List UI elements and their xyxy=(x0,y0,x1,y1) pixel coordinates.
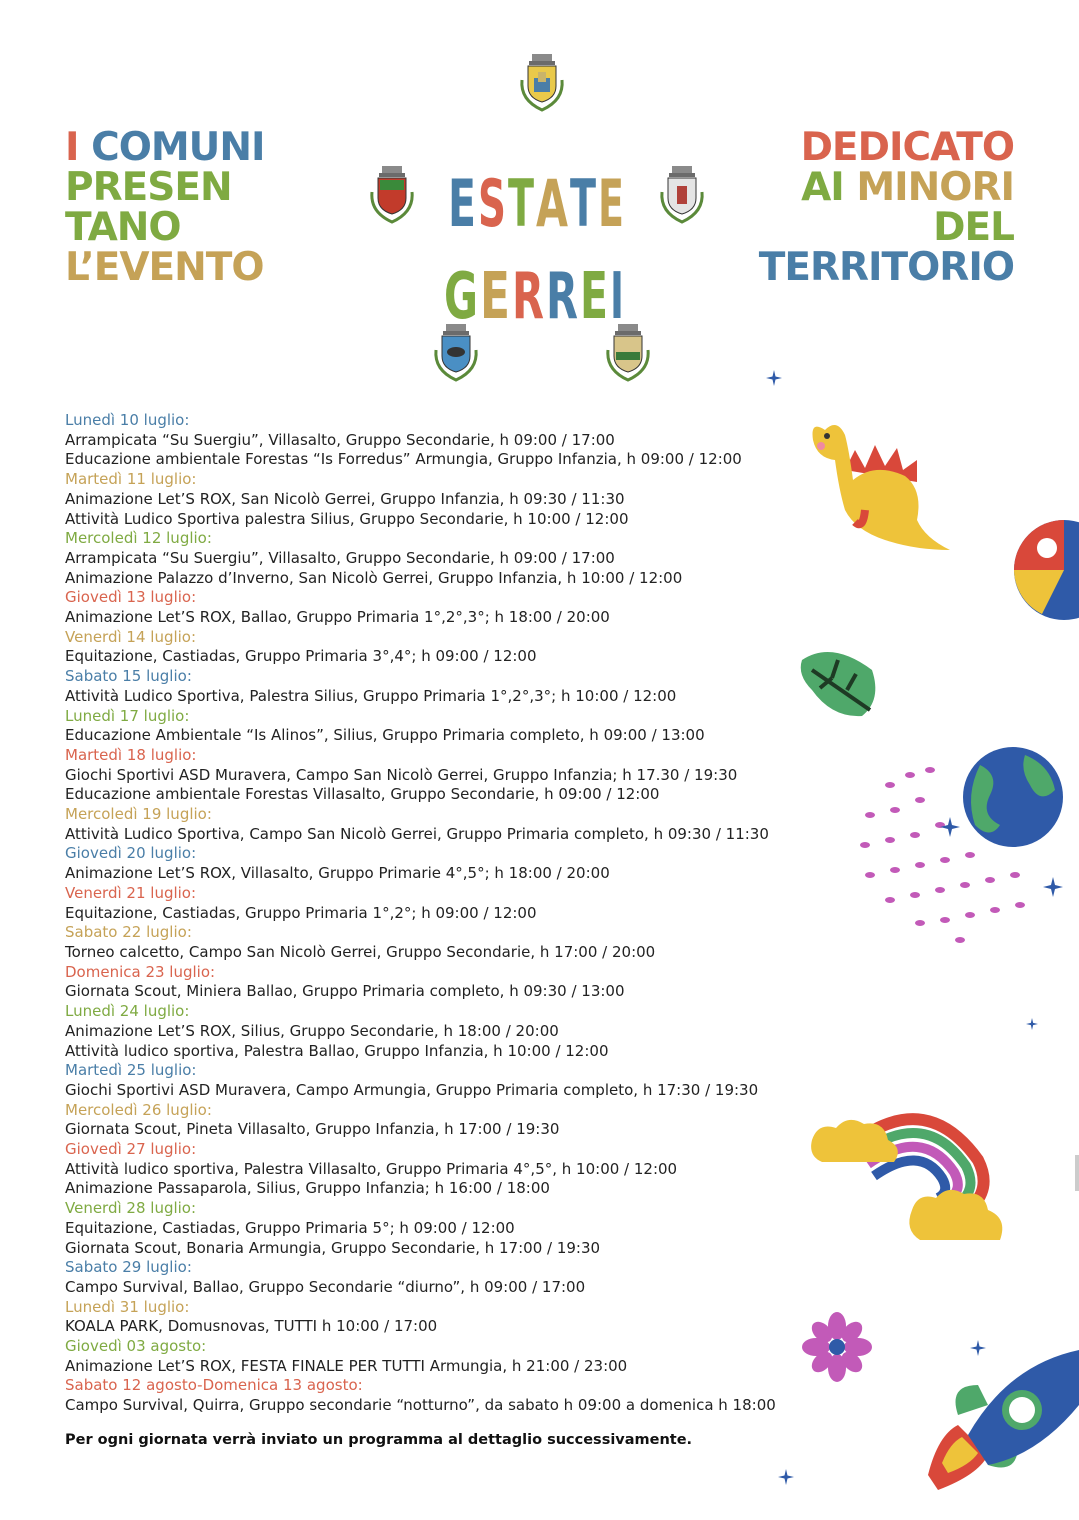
day-label: Mercoledì 19 luglio: xyxy=(65,805,212,824)
logo-letter: A xyxy=(536,165,569,242)
schedule-day xyxy=(65,923,755,962)
schedule-day xyxy=(65,844,755,883)
edge-decoration xyxy=(1072,1155,1079,1191)
activity-item: Arrampicata “Su Suergiu”, Villasalto, Gruppo Secondarie, h 09:00 / 17:00 xyxy=(65,430,615,449)
municipal-crest-icon xyxy=(656,164,708,230)
schedule-day xyxy=(65,963,755,1002)
header-right-word: DEL xyxy=(933,205,1014,250)
day-label: Lunedì 17 luglio: xyxy=(65,706,190,725)
logo-letter: E xyxy=(448,165,476,242)
header-left-word: TANO xyxy=(65,205,181,250)
logo-letter: E xyxy=(480,258,510,334)
day-label: Giovedì 27 luglio: xyxy=(65,1140,197,1159)
day-label: Lunedì 10 luglio: xyxy=(65,411,190,429)
logo-letter: R xyxy=(546,258,578,334)
activity-item: Giochi Sportivi ASD Muravera, Campo Armungia, Gruppo Primaria completo, h 17:30 / 19:30 xyxy=(65,1080,759,1099)
logo-letter: E xyxy=(580,258,608,334)
schedule-day xyxy=(65,805,769,844)
day-label: Sabato 12 agosto-Domenica 13 agosto: xyxy=(65,1376,363,1395)
planet-earth-icon xyxy=(850,745,1065,950)
header-left-word: PRESEN xyxy=(65,165,232,210)
activity-item: Equitazione, Castiadas, Gruppo Primaria 1°,2°; h 09:00 / 12:00 xyxy=(65,903,537,922)
activity-item: Animazione Let’S ROX, Villasalto, Gruppo Primarie 4°,5°; h 18:00 / 20:00 xyxy=(65,864,610,883)
day-label: Venerdì 21 luglio: xyxy=(65,883,197,902)
activity-item: Giornata Scout, Pineta Villasalto, Gruppo Infanzia, h 17:00 / 19:30 xyxy=(65,1120,560,1139)
schedule-day xyxy=(65,1258,755,1297)
municipal-crest-icon xyxy=(366,164,418,230)
schedule-day xyxy=(65,1101,755,1140)
day-label: Sabato 29 luglio: xyxy=(65,1258,192,1277)
day-label: Sabato 22 luglio: xyxy=(65,923,192,942)
header-left-line xyxy=(65,245,265,290)
day-label: Lunedì 24 luglio: xyxy=(65,1002,190,1021)
day-label: Martedì 18 luglio: xyxy=(65,745,197,764)
header-left xyxy=(65,125,265,290)
activity-item: Giochi Sportivi ASD Muravera, Campo San Nicolò Gerrei, Gruppo Infanzia; h 17.30 / 19:30 xyxy=(65,765,738,784)
header-right xyxy=(758,125,1014,290)
header-right-word: AI xyxy=(801,165,857,210)
day-label: Domenica 23 luglio: xyxy=(65,962,216,981)
rainbow-icon xyxy=(808,1100,1013,1255)
schedule-day xyxy=(65,1298,755,1337)
schedule-day xyxy=(65,411,755,470)
day-label: Venerdì 28 luglio: xyxy=(65,1199,197,1218)
day-label: Venerdì 14 luglio: xyxy=(65,627,197,646)
day-label: Lunedì 31 luglio: xyxy=(65,1297,190,1316)
day-label: Sabato 15 luglio: xyxy=(65,667,192,686)
schedule-day xyxy=(65,529,755,588)
schedule-day xyxy=(65,1376,776,1415)
day-label: Martedì 25 luglio: xyxy=(65,1061,197,1080)
day-label: Giovedì 20 luglio: xyxy=(65,844,197,863)
schedule-day xyxy=(65,1140,755,1199)
header-left-line xyxy=(65,205,265,250)
schedule-day xyxy=(65,470,755,529)
schedule-day xyxy=(65,707,755,746)
footer-note: Per ogni giornata verrà inviato un programma al dettaglio successivamente. xyxy=(65,1432,693,1448)
schedule-day xyxy=(65,1002,755,1061)
logo-letter: E xyxy=(598,165,624,242)
activity-item: Attività Ludico Sportiva palestra Silius, Gruppo Secondarie, h 10:00 / 12:00 xyxy=(65,509,629,528)
municipal-crest-icon xyxy=(516,52,568,118)
activity-item: Campo Survival, Ballao, Gruppo Secondarie “diurno”, h 09:00 / 17:00 xyxy=(65,1277,586,1296)
logo-letter: T xyxy=(508,165,534,242)
beach-ball-icon xyxy=(1012,518,1079,622)
header-left-line xyxy=(65,165,265,210)
header-left-line xyxy=(65,125,265,170)
activity-item: Animazione Let’S ROX, Ballao, Gruppo Primaria 1°,2°,3°; h 18:00 / 20:00 xyxy=(65,608,610,627)
leaf-icon xyxy=(792,640,882,720)
schedule-day xyxy=(65,1061,759,1100)
schedule-list xyxy=(65,411,776,1416)
activity-item: Equitazione, Castiadas, Gruppo Primaria 5°; h 09:00 / 12:00 xyxy=(65,1218,515,1237)
header-left-word: COMUNI xyxy=(91,125,265,170)
sparkle-icon xyxy=(778,1469,794,1485)
activity-item: Animazione Let’S ROX, San Nicolò Gerrei, Gruppo Infanzia, h 09:30 / 11:30 xyxy=(65,489,625,508)
logo-letter: S xyxy=(478,165,506,242)
estate-gerrei-logo xyxy=(440,118,640,338)
activity-item: Attività ludico sportiva, Palestra Villasalto, Gruppo Primaria 4°,5°, h 10:00 / 12:00 xyxy=(65,1159,678,1178)
activity-item: Animazione Palazzo d’Inverno, San Nicolò Gerrei, Gruppo Infanzia, h 10:00 / 12:00 xyxy=(65,568,683,587)
activity-item: Animazione Passaparola, Silius, Gruppo Infanzia; h 16:00 / 18:00 xyxy=(65,1179,550,1198)
activity-item: Arrampicata “Su Suergiu”, Villasalto, Gruppo Secondarie, h 09:00 / 17:00 xyxy=(65,548,615,567)
schedule-day xyxy=(65,884,755,923)
day-label: Mercoledì 26 luglio: xyxy=(65,1100,212,1119)
activity-item: Animazione Let’S ROX, Silius, Gruppo Secondarie, h 18:00 / 20:00 xyxy=(65,1021,559,1040)
schedule-day xyxy=(65,1337,755,1376)
schedule-day xyxy=(65,746,755,805)
activity-item: KOALA PARK, Domusnovas, TUTTI h 10:00 / 17:00 xyxy=(65,1317,438,1336)
schedule-day xyxy=(65,667,755,706)
logo-letter: T xyxy=(570,165,596,242)
schedule-day xyxy=(65,628,755,667)
sparkle-icon xyxy=(1026,1018,1038,1030)
activity-item: Animazione Let’S ROX, FESTA FINALE PER TUTTI Armungia, h 21:00 / 23:00 xyxy=(65,1356,628,1375)
header-right-line xyxy=(759,205,1014,250)
activity-item: Attività ludico sportiva, Palestra Ballao, Gruppo Infanzia, h 10:00 / 12:00 xyxy=(65,1041,609,1060)
day-label: Giovedì 03 agosto: xyxy=(65,1337,207,1356)
header-left-word: L’EVENTO xyxy=(65,245,264,290)
sparkle-icon xyxy=(766,370,782,386)
header-left-word: I xyxy=(65,125,92,170)
activity-item: Giornata Scout, Miniera Ballao, Gruppo Primaria completo, h 09:30 / 13:00 xyxy=(65,982,625,1001)
day-label: Giovedì 13 luglio: xyxy=(65,588,197,607)
schedule-day xyxy=(65,588,755,627)
header-right-word: MINORI xyxy=(856,165,1014,210)
activity-item: Giornata Scout, Bonaria Armungia, Gruppo Secondarie, h 17:00 / 19:30 xyxy=(65,1238,601,1257)
day-label: Mercoledì 12 luglio: xyxy=(65,529,212,548)
activity-item: Campo Survival, Quirra, Gruppo secondarie “notturno”, da sabato h 09:00 a domenica h 18:00 xyxy=(65,1396,776,1415)
header-right-word: DEDICATO xyxy=(800,125,1014,170)
activity-item: Educazione Ambientale “Is Alinos”, Silius, Gruppo Primaria completo, h 09:00 / 13:00 xyxy=(65,726,705,745)
logo-letter: I xyxy=(610,258,624,334)
day-label: Martedì 11 luglio: xyxy=(65,470,197,489)
logo-letter: G xyxy=(444,258,478,334)
activity-item: Attività Ludico Sportiva, Palestra Silius, Gruppo Primaria 1°,2°,3°; h 10:00 / 12:00 xyxy=(65,686,677,705)
header-right-word: TERRITORIO xyxy=(758,245,1014,290)
activity-item: Equitazione, Castiadas, Gruppo Primaria 3°,4°; h 09:00 / 12:00 xyxy=(65,647,537,666)
activity-item: Attività Ludico Sportiva, Campo San Nicolò Gerrei, Gruppo Primaria completo, h 09:30 / 11:30 xyxy=(65,824,769,843)
activity-item: Educazione ambientale Forestas Villasalto, Gruppo Secondarie, h 09:00 / 12:00 xyxy=(65,785,660,804)
activity-item: Torneo calcetto, Campo San Nicolò Gerrei, Gruppo Secondarie, h 17:00 / 20:00 xyxy=(65,942,656,961)
activity-item: Educazione ambientale Forestas “Is Forredus” Armungia, Gruppo Infanzia, h 09:00 / 12:00 xyxy=(65,450,742,469)
header-right-line xyxy=(759,125,1014,170)
header-right-line xyxy=(759,165,1014,210)
logo-letter: R xyxy=(512,258,544,334)
flower-icon xyxy=(802,1312,872,1382)
rocket-icon xyxy=(918,1345,1079,1495)
header-right-line xyxy=(758,245,1014,290)
dinosaur-icon xyxy=(805,410,955,560)
schedule-day xyxy=(65,1199,755,1258)
